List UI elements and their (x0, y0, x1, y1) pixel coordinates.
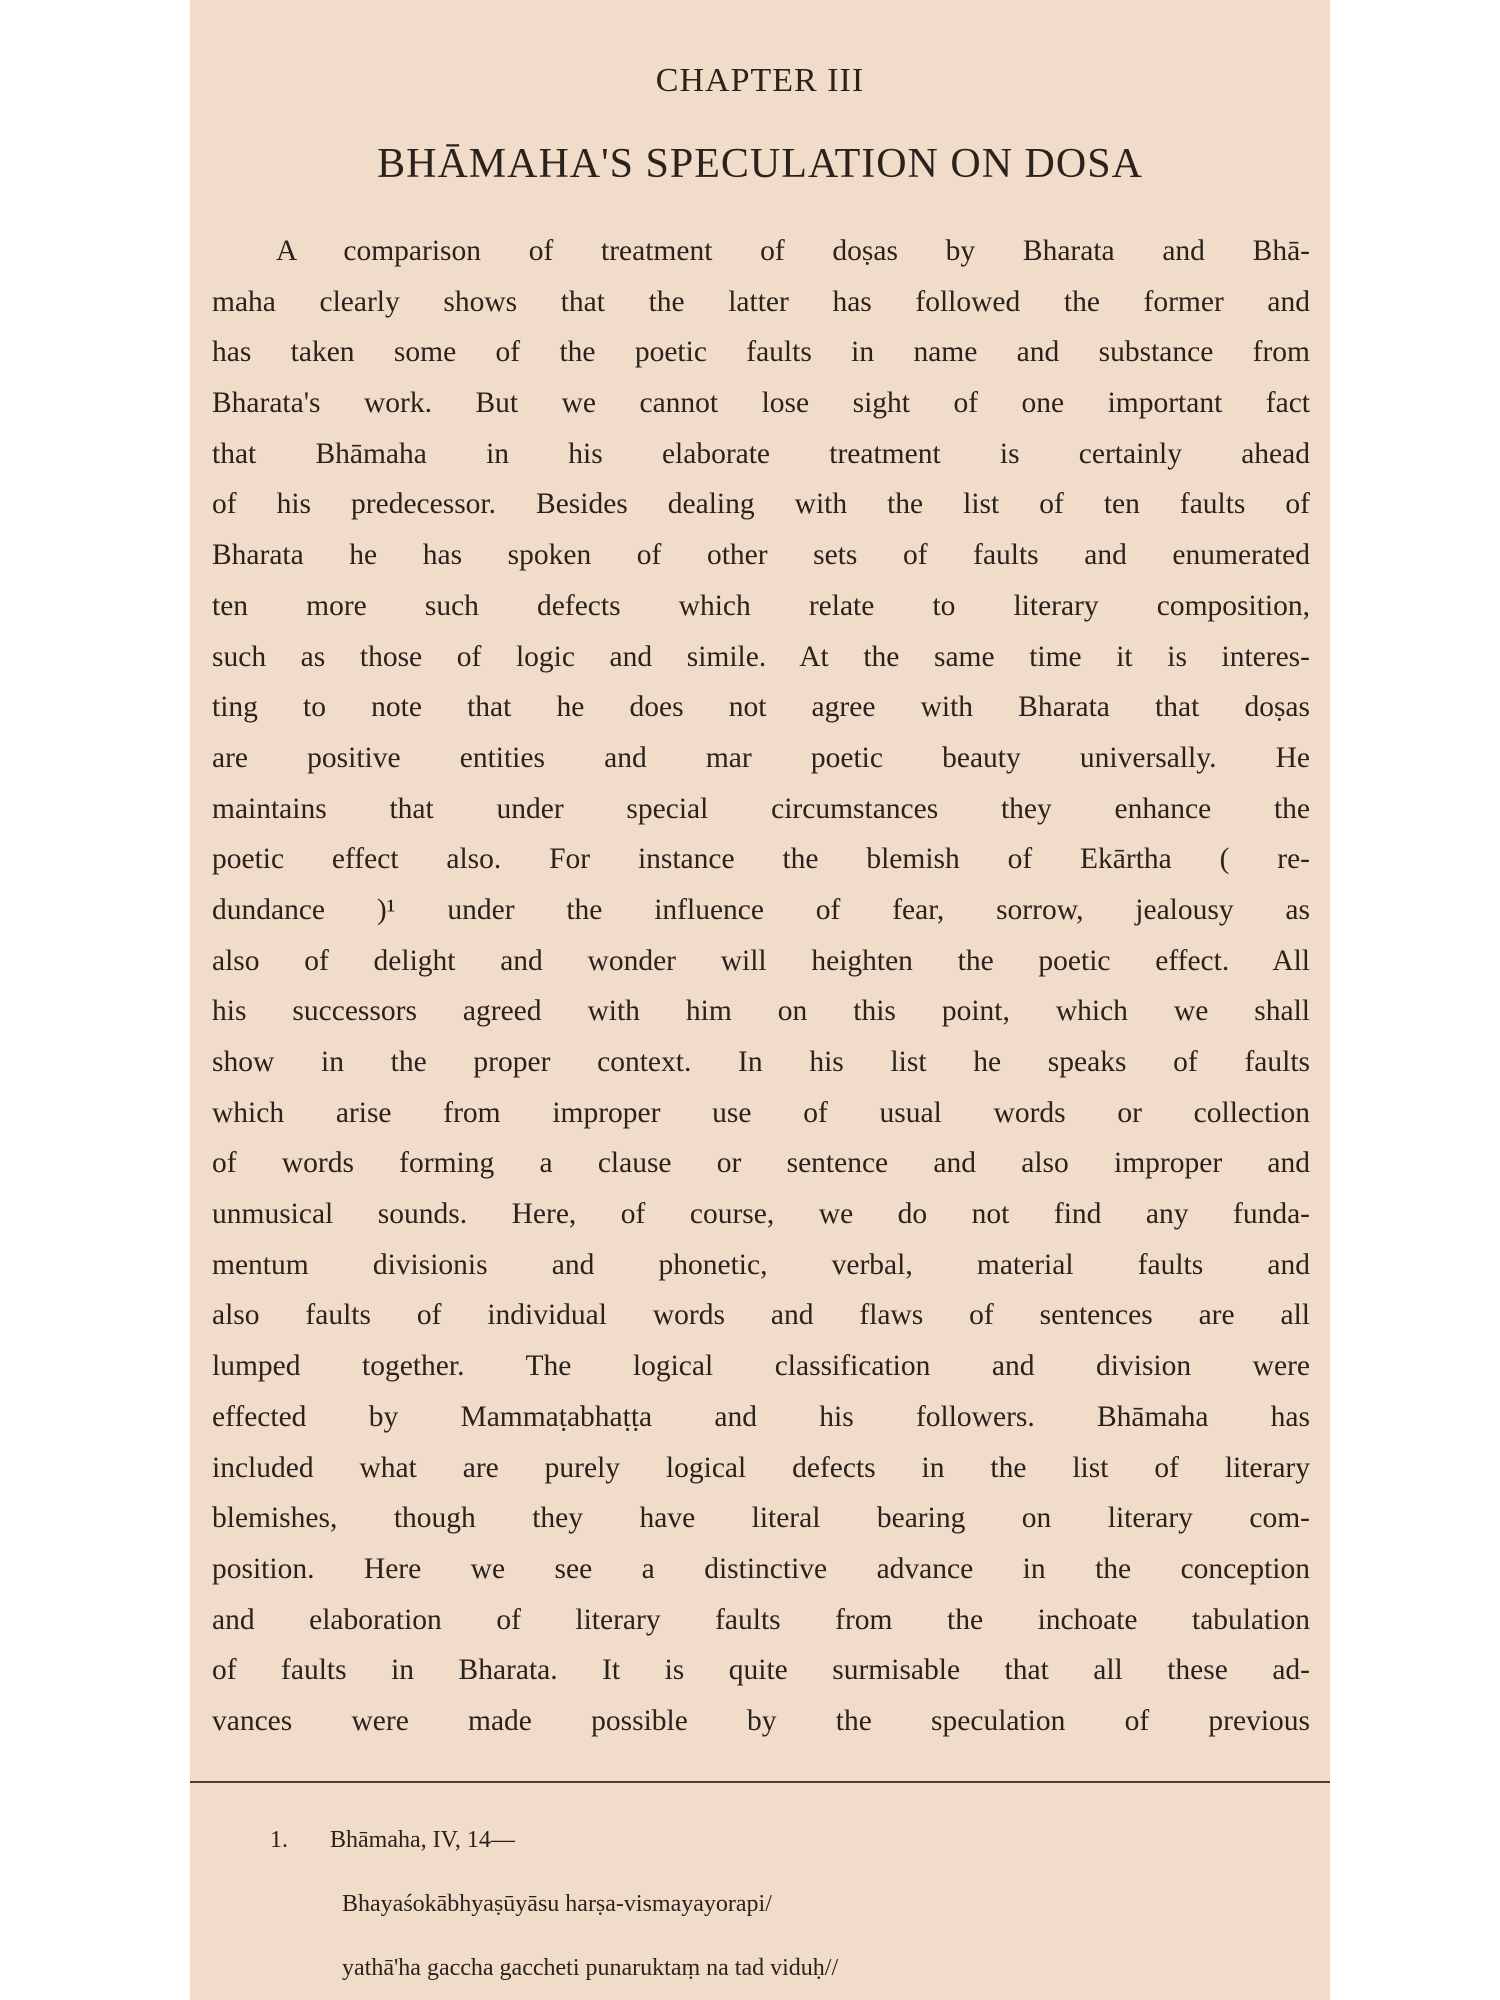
text-line: effected by Mammaṭabhaṭṭa and his followers. Bhāmaha has (212, 1400, 1310, 1433)
text-line: and elaboration of literary faults from the inchoate tabulation (212, 1603, 1310, 1636)
footnote-divider (190, 1781, 1330, 1783)
text-line: vances were made possible by the speculation of previous (212, 1704, 1310, 1737)
footnote-verse-line: yathā'ha gaccha gaccheti punaruktaṃ na tad viduḥ// (342, 1955, 839, 1981)
text-line: show in the proper context. In his list he speaks of faults (212, 1046, 1310, 1078)
text-line: that Bhāmaha in his elaborate treatment is certainly ahead (212, 437, 1310, 470)
text-line: of words forming a clause or sentence and also improper and (212, 1147, 1310, 1180)
text-line: Bharata he has spoken of other sets of faults and enumerated (212, 539, 1310, 572)
text-line: his successors agreed with him on this point, which we shall (212, 995, 1310, 1028)
text-line: A comparison of treatment of doṣas by Bharata and Bhā- (276, 235, 1310, 267)
text-line: lumped together. The logical classification and division were (212, 1350, 1310, 1383)
text-line: maha clearly shows that the latter has followed the former and (212, 285, 1310, 318)
text-line: Bharata's work. But we cannot lose sight of one important fact (212, 387, 1310, 420)
text-line: ting to note that he does not agree with Bharata that doṣas (212, 691, 1310, 724)
text-line: mentum divisionis and phonetic, verbal, material faults and (212, 1248, 1310, 1281)
text-line: blemishes, though they have literal bearing on literary com- (212, 1502, 1310, 1535)
text-line: also of delight and wonder will heighten the poetic effect. All (212, 944, 1310, 977)
text-line: also faults of individual words and flaws of sentences are all (212, 1299, 1310, 1332)
text-line: ten more such defects which relate to literary composition, (212, 589, 1310, 622)
text-line: of his predecessor. Besides dealing with the list of ten faults of (212, 488, 1310, 521)
text-line: are positive entities and mar poetic beauty universally. He (212, 741, 1310, 774)
footnote-reference: Bhāmaha, IV, 14— (330, 1827, 515, 1853)
text-line: poetic effect also. For instance the blemish of Ekārtha ( re- (212, 843, 1310, 876)
text-line: unmusical sounds. Here, of course, we do not find any funda- (212, 1198, 1310, 1231)
text-line: position. Here we see a distinctive advance in the conception (212, 1552, 1310, 1585)
text-line: maintains that under special circumstances they enhance the (212, 792, 1310, 825)
footnotes (270, 1808, 1270, 2000)
footnote-verse-line: Bhayaśokābhyaṣūyāsu harṣa-vismayayorapi/ (342, 1891, 772, 1917)
text-line: which arise from improper use of usual words or collection (212, 1096, 1310, 1129)
body-paragraph (212, 226, 1310, 1747)
chapter-title: BHĀMAHA'S SPECULATION ON DOSA (377, 141, 1143, 187)
text-line: of faults in Bharata. It is quite surmisable that all these ad- (212, 1654, 1310, 1687)
footnote-number: 1. (270, 1827, 288, 1853)
text-line: such as those of logic and simile. At the same time it is interes- (212, 640, 1310, 673)
text-line: included what are purely logical defects in the list of literary (212, 1451, 1310, 1484)
chapter-number: CHAPTER III (655, 62, 865, 99)
footnote-reference-line (270, 1808, 1270, 1872)
text-line: dundance )¹ under the influence of fear, sorrow, jealousy as (212, 893, 1310, 926)
text-line: has taken some of the poetic faults in name and substance from (212, 336, 1310, 369)
book-page (190, 0, 1330, 2000)
